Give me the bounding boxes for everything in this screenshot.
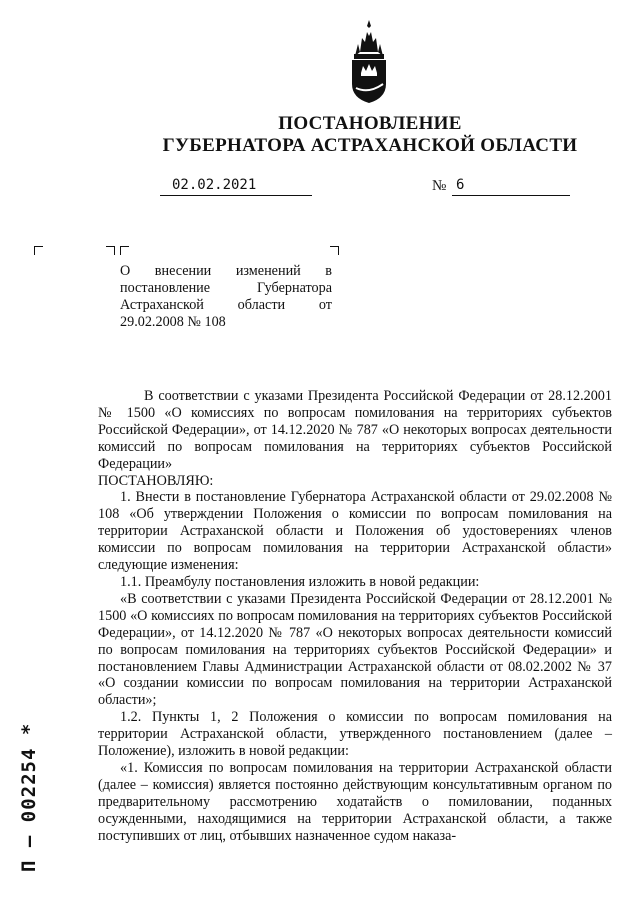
clause-1-2-text: «1. Комиссия по вопросам помилования на территории Астраханской области (далее – комиссия) является постоянно действующим консультативным органом по предварительному рассмотрению ходатайств о помиловании, поданных осужденными, находящимися на территории Астраханской области, а также поступивших от лиц, отбывших назначенное судом наказа- [98, 759, 612, 844]
corner-mark-subject-start-right [106, 246, 115, 255]
clause-1-1-text: «В соответствии с указами Президента Российской Федерации от 28.12.2001 № 1500 «О комиссиях по вопросам помилования на территориях субъектов Российской Федерации», от 14.12.2020 № 787 «О некоторых вопросах деятельности комиссий по вопросам помилования на территориях субъектов Российской Федерации» и постановлением Главы Администрации Астраханской области от 08.02.2002 № 37 «О создании комиссии по вопросам помилования на территории Астраханской области»; [98, 590, 612, 709]
document-type-title: ПОСТАНОВЛЕНИЕ [278, 113, 462, 134]
coat-of-arms-icon [346, 18, 392, 104]
clause-1-2: 1.2. Пункты 1, 2 Положения о комиссии по вопросам помилования на территории Астраханской области, утвержденного постановлением (далее – Положение), изложить в новой редакции: [98, 709, 612, 760]
registration-stamp [14, 700, 44, 870]
registration-number: П – 002254 * [18, 722, 40, 872]
clause-1: 1. Внести в постановление Губернатора Астраханской области от 29.02.2008 № 108 «Об утверждении Положения о комиссии по вопросам помилования на территории Астраханской области и Положения об удостоверениях членов комиссии по вопросам помилования на территории Астраханской области» следующие изменения: [98, 489, 612, 574]
corner-mark-subject-start-left [120, 246, 129, 255]
document-date: 02.02.2021 [160, 177, 312, 196]
issuer-title: ГУБЕРНАТОРА АСТРАХАНСКОЙ ОБЛАСТИ [162, 135, 578, 156]
number-label: № [432, 178, 447, 194]
corner-mark-subject-end [330, 246, 339, 255]
corner-mark-left [34, 246, 43, 255]
document-subject: О внесении изменений в постановление Губернатора Астраханской области от 29.02.2008 № 108 [120, 263, 332, 330]
document-body [98, 388, 612, 844]
preamble-paragraph: В соответствии с указами Президента Российской Федерации от 28.12.2001 № 1500 «О комиссиях по вопросам помилования на территориях субъектов Российской Федерации», от 14.12.2020 № 787 «О некоторых вопросах деятельности комиссий по вопросам помилования на территориях субъектов Российской Федерации» [98, 388, 612, 472]
resolution-word: ПОСТАНОВЛЯЮ: [98, 472, 214, 489]
document-number: 6 [452, 177, 570, 196]
clause-1-1: 1.1. Преамбулу постановления изложить в новой редакции: [120, 573, 480, 590]
